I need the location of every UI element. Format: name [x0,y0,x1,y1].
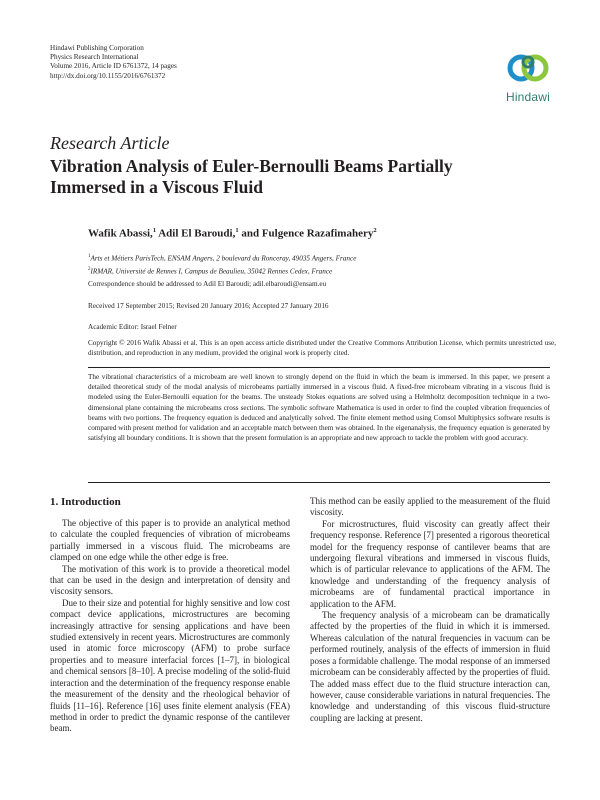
body-paragraph: Due to their size and potential for highly sensitive and low cost compact device applications, microstructures are becoming increasingly attractive for sensing applications and have been studied extensively in recent years. Microstructures are commonly used in atomic force microscopy (AFM) to probe surface properties and to measure interfacial forces [1–7], in biological and chemical sensors [8–10]. A precise modeling of the solid-fluid interaction and the determination of the frequency response enable the measurement of the density and the rheological behavior of fluids [11–16]. Reference [16] uses finite element analysis (FEA) method in order to predict the dynamic response of the cantilever beam. [50,597,290,734]
body-paragraph: For microstructures, fluid viscosity can greatly affect their frequency response. Reference [7] presented a rigorous theoretical model for the frequency response of cantilever beams that are undergoing flexural vibrations and immersed in viscous fluids, which is of particular relevance to applications of the AFM. The knowledge and understanding of the frequency analysis of microbeams are of fundamental practical importance in application to the AFM. [310,518,550,609]
body-paragraph: The objective of this paper is to provide an analytical method to calculate the coupled frequencies of vibration of microbeams partially immersed in a viscous fluid. The microbeams are clamped on one edge while the other edge is free. [50,518,290,563]
affiliation [88,251,568,264]
author-name: Adil El Baroudi, [156,227,236,240]
body-paragraph: The motivation of this work is to provide a theoretical model that can be used in the design and interpretation of density and viscosity sensors. [50,563,290,597]
abstract-bottom-rule [88,482,550,483]
right-column [310,496,550,724]
hindawi-logo [498,50,558,106]
affiliation [88,264,568,277]
author-list [88,227,568,240]
article-title: Vibration Analysis of Euler-Bernoulli Beams Partially Immersed in a Viscous Fluid [50,156,453,197]
author-affiliation-mark: 1 [235,227,239,234]
body-paragraph: This method can be easily applied to the measurement of the fluid viscosity. [310,496,550,518]
logo-wordmark: Hindawi [505,90,551,104]
volume-info: Volume 2016, Article ID 6761372, 14 pages [50,62,177,71]
affiliation-text: Arts et Métiers ParisTech, ENSAM Angers, 2 boulevard du Ronceray, 49035 Angers, France [90,254,357,263]
left-column [50,518,290,735]
author-affiliation-mark: 1 [152,227,157,234]
affiliation-mark: 1 [88,254,91,259]
hindawi-logo-icon [498,50,558,90]
publication-info [50,44,177,81]
article-dates: Received 17 September 2015; Revised 20 January 2016; Accepted 27 January 2016 [88,302,329,310]
publisher-name: Hindawi Publishing Corporation [50,44,144,52]
journal-name: Physics Research International [50,53,139,62]
affiliation-text: IRMAR, Université de Rennes I, Campus de Beaulieu, 35042 Rennes Cedex, France [90,267,333,276]
author-name: Wafik Abassi, [88,227,153,240]
academic-editor: Academic Editor: Israel Felner [88,323,177,331]
abstract-top-rule [88,367,550,368]
body-paragraph: The frequency analysis of a microbeam can be dramatically affected by the properties of the fluid in which it is immersed. Whereas calculation of the natural frequencies in vacuum can be performed routinely, analysis of the effects of immersion in fluid poses a formidable challenge. The modal response of an immersed microbeam can be considerably affected by the properties of fluid. The added mass effect due to the fluid structure interaction can, however, cause considerable variations in natural frequencies. The knowledge and understanding of this viscous fluid-structure coupling are lacking at present. [310,610,550,723]
copyright-notice: Copyright © 2016 Wafik Abassi et al. This is an open access article distributed under the Creative Commons Attribution License, which permits unrestricted use, distribution, and reproduction in any medium, provided the original work is properly cited. [88,339,556,357]
section-heading: 1. Introduction [50,496,121,508]
author-name: and Fulgence Razafimahery [238,227,374,240]
affiliation-mark: 2 [88,267,91,273]
article-type: Research Article [50,133,170,153]
abstract: The vibrational characteristics of a microbeam are well known to strongly depend on the fluid in which the beam is immersed. In this paper, we present a detailed theoretical study of the modal analysis of microbeams partially immersed in a viscous fluid. A fixed-free microbeam vibrating in a viscous fluid is modeled using the Euler-Bernoulli equation for the beams. The unsteady Stokes equations are solved using a Helmholtz decomposition technique in a two-dimensional plane containing the microbeams cross sections. The symbolic software Mathematica is used in order to find the coupled vibration frequencies of beams with two portions. The frequency equation is deduced and analytically solved. The finite element method using Comsol Multiphysics software results is compared with present method for validation and an acceptable match between them was obtained. In the eigenanalysis, the frequency equation is generated by satisfying all boundary conditions. It is shown that the present formulation is an appropriate and new approach to tackle the problem with good accuracy. [88,373,550,443]
doi-link[interactable]: http://dx.doi.org/10.1155/2016/6761372 [50,71,166,80]
affiliations [88,251,568,278]
author-affiliation-mark: 2 [373,227,377,234]
correspondence: Correspondence should be addressed to Adil El Baroudi; adil.elbaroudi@ensam.eu [88,280,327,288]
